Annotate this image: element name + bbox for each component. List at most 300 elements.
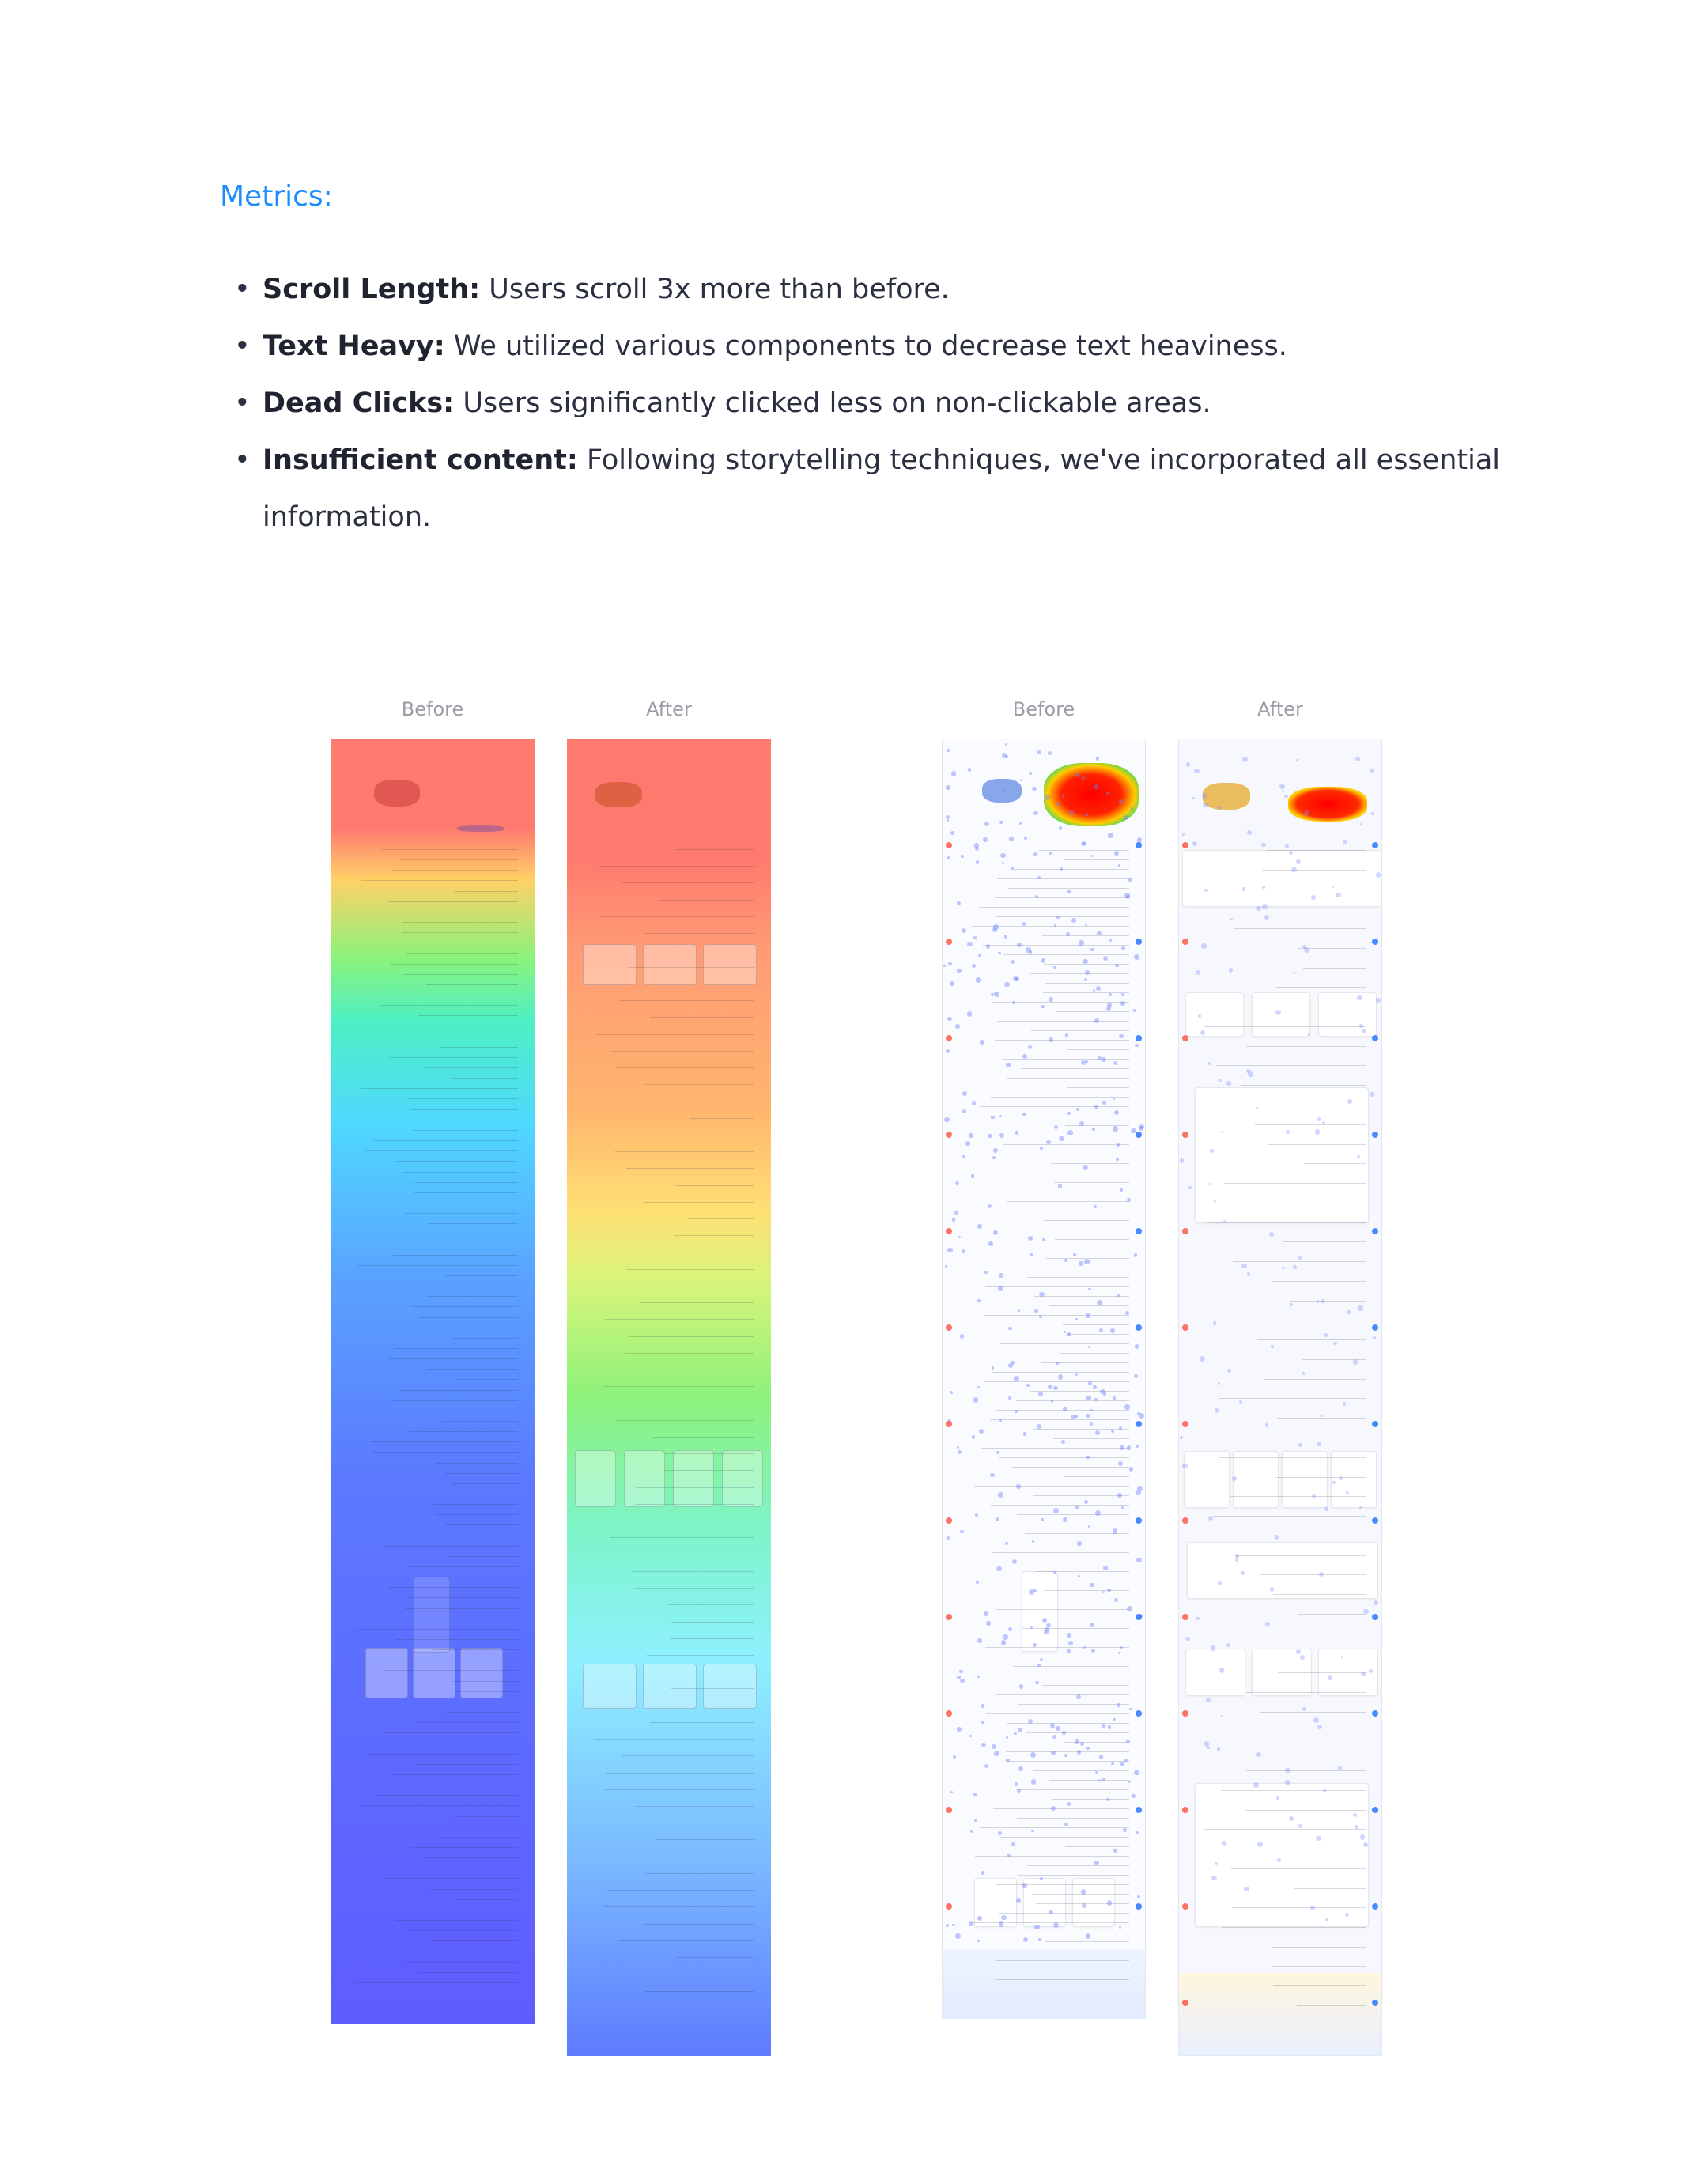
- click-dot: [1113, 1528, 1117, 1533]
- click-dot: [1090, 948, 1094, 952]
- click-dot: [1090, 1422, 1093, 1426]
- text-line: [387, 1587, 518, 1588]
- click-dot: [1075, 773, 1079, 777]
- click-dot: [1005, 1542, 1008, 1545]
- click-dot: [1095, 1430, 1100, 1435]
- click-dot: [996, 1517, 1000, 1522]
- text-line: [361, 880, 518, 881]
- text-line: [1052, 1799, 1128, 1800]
- text-line: [1000, 1837, 1128, 1838]
- click-dot: [1088, 1346, 1090, 1348]
- click-dot: [1015, 1410, 1018, 1414]
- click-dot: [1120, 1445, 1124, 1450]
- click-dot: [1102, 1591, 1105, 1593]
- text-line: [357, 1629, 519, 1630]
- text-line: [1222, 1927, 1366, 1928]
- click-dot: [1056, 1726, 1060, 1731]
- click-dot: [1075, 1739, 1079, 1744]
- scroll-marker: [946, 939, 952, 945]
- click-dot: [946, 1924, 949, 1927]
- click-dot: [1103, 1392, 1106, 1396]
- click-dot: [1370, 769, 1374, 773]
- text-line: [629, 967, 754, 968]
- text-line: [415, 1764, 518, 1765]
- click-dot: [1317, 1725, 1322, 1729]
- click-dot: [1078, 1575, 1080, 1577]
- scroll-marker: [1136, 1517, 1142, 1524]
- text-line: [615, 1420, 755, 1421]
- click-dot: [1017, 1789, 1021, 1793]
- click-dot: [981, 1704, 985, 1708]
- text-line: [410, 1109, 518, 1110]
- click-dot: [953, 1755, 956, 1759]
- click-dot: [957, 969, 961, 973]
- text-line: [1007, 1723, 1128, 1724]
- click-dot: [1120, 1762, 1125, 1766]
- click-dot: [1355, 1825, 1358, 1829]
- text-line: [389, 1057, 518, 1058]
- click-dot: [1119, 1034, 1123, 1038]
- click-dot: [1009, 837, 1014, 841]
- click-dot: [1126, 895, 1130, 899]
- click-dot: [971, 1174, 975, 1178]
- click-dot: [1109, 993, 1112, 996]
- metric-term: Text Heavy:: [263, 331, 445, 362]
- click-dot: [1088, 1525, 1090, 1528]
- text-line: [1003, 1059, 1129, 1060]
- click-dot: [1098, 1056, 1102, 1060]
- click-dot: [996, 1451, 999, 1454]
- click-dot: [1037, 750, 1041, 754]
- click-dot: [998, 1492, 1003, 1498]
- metric-item-text-heavy: [229, 318, 1510, 375]
- text-line: [671, 1688, 755, 1689]
- click-dot: [1088, 1381, 1092, 1385]
- scroll-marker: [1136, 1614, 1142, 1620]
- click-dot: [1077, 1541, 1081, 1545]
- text-line: [626, 1269, 755, 1270]
- click-dot: [1099, 1328, 1103, 1332]
- text-line: [604, 1789, 754, 1790]
- text-line: [984, 1381, 1129, 1382]
- click-dot: [1037, 1424, 1041, 1429]
- scroll-heatmap-after: [567, 739, 771, 2056]
- click-dot: [1296, 759, 1299, 762]
- click-dot: [1029, 772, 1031, 774]
- text-line: [1064, 859, 1129, 860]
- text-line: [1051, 1163, 1129, 1164]
- click-dot: [1200, 1030, 1205, 1035]
- click-dot: [986, 944, 991, 949]
- text-line: [381, 849, 518, 850]
- text-line: [997, 878, 1128, 879]
- text-line: [1026, 1732, 1129, 1733]
- scroll-marker: [1136, 1132, 1142, 1138]
- click-after-label: After: [1257, 698, 1303, 720]
- text-line: [1273, 1985, 1365, 1986]
- click-dot: [1073, 1253, 1076, 1256]
- click-dot: [959, 1670, 963, 1674]
- text-line: [1272, 1281, 1365, 1282]
- click-dot: [947, 749, 950, 752]
- card-shape: [1184, 1451, 1230, 1508]
- click-dot: [977, 1638, 982, 1643]
- scroll-marker: [1182, 1710, 1188, 1717]
- click-dot: [1269, 1232, 1274, 1237]
- click-dot: [1022, 1883, 1026, 1888]
- click-dot: [1120, 1188, 1123, 1191]
- text-line: [445, 1275, 519, 1276]
- click-dot: [1333, 1342, 1336, 1345]
- click-dot: [1011, 867, 1014, 870]
- click-dot: [1068, 1802, 1071, 1805]
- card-shape: [365, 1648, 408, 1698]
- text-line: [599, 916, 755, 917]
- click-dot: [1247, 830, 1252, 835]
- click-dot: [1343, 840, 1347, 844]
- click-dot: [1094, 1205, 1097, 1208]
- click-dot: [1023, 1937, 1028, 1942]
- click-dot: [1262, 904, 1268, 909]
- text-line: [418, 1015, 518, 1016]
- click-dot: [991, 1116, 995, 1120]
- click-dot: [950, 1791, 953, 1793]
- click-dot: [1012, 1559, 1018, 1565]
- click-dot: [1123, 1828, 1127, 1832]
- click-dot: [1008, 1396, 1011, 1400]
- scroll-marker: [946, 1228, 952, 1234]
- text-line: [1049, 1305, 1129, 1306]
- click-dot: [1006, 1736, 1008, 1739]
- click-dot: [1081, 1889, 1086, 1895]
- click-dot: [957, 1446, 959, 1449]
- click-dot: [955, 1181, 959, 1185]
- card-shape: [1195, 1783, 1369, 1927]
- text-line: [986, 1713, 1129, 1714]
- click-dot: [1118, 1652, 1120, 1654]
- click-dot: [1004, 982, 1010, 988]
- text-line: [1235, 1555, 1366, 1556]
- text-line: [376, 1795, 518, 1796]
- text-line: [429, 1889, 519, 1890]
- click-dot: [1129, 1467, 1133, 1471]
- click-dot: [1067, 1649, 1071, 1653]
- click-dot: [1194, 769, 1199, 773]
- scroll-marker: [1136, 842, 1142, 848]
- click-dot: [1040, 1147, 1043, 1150]
- click-dot: [1355, 757, 1360, 761]
- click-dot: [1117, 1294, 1120, 1297]
- text-line: [996, 1609, 1129, 1610]
- text-line: [454, 1816, 518, 1817]
- text-line: [1060, 1353, 1128, 1354]
- table-shape: [414, 1577, 450, 1653]
- click-dot: [1030, 1253, 1033, 1256]
- click-dot: [1353, 1359, 1358, 1365]
- click-dot: [1264, 915, 1269, 920]
- text-line: [606, 1773, 755, 1774]
- click-dot: [960, 1530, 964, 1534]
- click-dot: [955, 1024, 960, 1029]
- click-dot: [1053, 1922, 1059, 1928]
- metric-item-dead-clicks: [229, 375, 1510, 432]
- text-line: [1221, 1790, 1366, 1791]
- scroll-marker: [1372, 1324, 1378, 1331]
- click-dot: [979, 1429, 984, 1434]
- click-dot: [1133, 1009, 1136, 1012]
- click-dot: [1244, 1887, 1249, 1891]
- click-dot: [1038, 1938, 1041, 1941]
- click-dot: [1321, 1415, 1323, 1417]
- click-dot: [1040, 1658, 1043, 1661]
- scroll-marker: [1182, 1517, 1188, 1524]
- scroll-marker: [1136, 1807, 1142, 1813]
- text-line: [999, 1457, 1129, 1458]
- text-line: [384, 1732, 518, 1733]
- click-dot: [1029, 950, 1032, 954]
- click-dot: [957, 901, 961, 905]
- click-dot: [1094, 1861, 1098, 1865]
- click-dot: [1018, 1309, 1021, 1313]
- click-dot: [1111, 1762, 1114, 1766]
- text-line: [622, 882, 755, 883]
- text-line: [456, 1691, 518, 1692]
- click-dot: [1065, 1033, 1068, 1037]
- click-dot: [1241, 1264, 1247, 1269]
- metric-text: We utilized various components to decrease text heaviness.: [444, 331, 1287, 362]
- click-dot: [1008, 1627, 1013, 1632]
- click-dot: [1373, 1336, 1377, 1340]
- click-dot: [1042, 1618, 1047, 1623]
- click-dot: [1033, 1643, 1037, 1647]
- text-line: [395, 1161, 518, 1162]
- click-dot: [1028, 1236, 1033, 1241]
- click-dot: [1113, 1126, 1118, 1132]
- click-dot: [1095, 1510, 1101, 1516]
- click-dot: [1285, 1768, 1290, 1773]
- click-dot: [1227, 1369, 1231, 1373]
- click-dot: [1126, 1740, 1129, 1743]
- text-line: [392, 870, 518, 871]
- click-dot: [947, 1017, 951, 1021]
- text-line: [993, 1808, 1128, 1809]
- text-line: [403, 1172, 519, 1173]
- text-line: [687, 1218, 755, 1219]
- click-dot: [1363, 1609, 1368, 1614]
- click-dot: [972, 1101, 976, 1105]
- click-dot: [1120, 1001, 1125, 1006]
- click-dot: [1192, 797, 1196, 800]
- click-dot: [957, 1727, 961, 1731]
- click-dot: [1358, 1305, 1363, 1311]
- click-dot: [1200, 1356, 1205, 1362]
- click-dot: [1042, 1238, 1045, 1241]
- click-dot: [1302, 1372, 1306, 1375]
- click-dot: [1050, 1723, 1056, 1728]
- click-dot: [1001, 1640, 1006, 1645]
- click-dot: [977, 1676, 980, 1679]
- click-dot: [946, 1049, 950, 1053]
- click-dot: [984, 1764, 988, 1768]
- click-dot: [1016, 1484, 1020, 1488]
- click-dot: [1323, 1789, 1326, 1792]
- text-line: [365, 1150, 518, 1151]
- text-line: [1027, 1865, 1128, 1866]
- click-dot: [994, 992, 999, 997]
- click-dot: [1265, 1423, 1268, 1426]
- click-dot: [1136, 1445, 1139, 1448]
- click-dot: [1257, 1842, 1263, 1847]
- text-line: [1298, 1614, 1365, 1615]
- click-dot: [1347, 1310, 1351, 1313]
- click-dot: [1119, 1426, 1122, 1430]
- click-dot: [1031, 1779, 1037, 1785]
- click-dot: [1116, 1158, 1119, 1161]
- text-line: [636, 1487, 755, 1488]
- click-dot: [1008, 1327, 1011, 1330]
- text-line: [992, 1552, 1128, 1553]
- card-shape: [703, 1664, 757, 1709]
- text-line: [1230, 1496, 1365, 1497]
- card-shape: [1318, 992, 1377, 1037]
- text-line: [1032, 1894, 1129, 1895]
- text-line: [402, 922, 518, 923]
- card-shape: [643, 1664, 697, 1709]
- click-dot: [1103, 956, 1108, 961]
- text-line: [402, 932, 518, 933]
- card-shape: [1182, 850, 1381, 907]
- click-dot: [950, 1391, 953, 1394]
- scroll-marker: [946, 1614, 952, 1620]
- click-dot: [1039, 1292, 1044, 1297]
- click-dot: [1114, 851, 1118, 855]
- text-line: [635, 1806, 754, 1807]
- text-line: [981, 1448, 1128, 1449]
- metric-text: Following storytelling techniques, we've incorporated all essential information.: [263, 444, 1501, 533]
- click-dot: [1033, 852, 1037, 856]
- text-line: [1067, 1087, 1128, 1088]
- text-line: [1054, 1182, 1129, 1183]
- click-dot: [1120, 1646, 1123, 1649]
- click-dot: [1005, 743, 1007, 746]
- text-line: [996, 1694, 1129, 1695]
- card-shape: [673, 1450, 714, 1507]
- text-line: [618, 1940, 755, 1941]
- click-dot: [1315, 1129, 1321, 1135]
- text-line: [676, 849, 755, 850]
- click-dot: [1007, 1854, 1010, 1857]
- click-dot: [1090, 1623, 1094, 1627]
- text-line: [652, 1437, 754, 1438]
- click-dot: [1061, 1440, 1065, 1444]
- click-dot: [1226, 1081, 1231, 1086]
- text-line: [1017, 1818, 1128, 1819]
- card-shape: [1252, 992, 1310, 1037]
- click-dot: [954, 1211, 958, 1215]
- text-line: [393, 1255, 518, 1256]
- click-dot: [1086, 1313, 1090, 1318]
- hero-car-illustration: [982, 779, 1022, 803]
- click-dot: [1208, 1062, 1211, 1065]
- click-dot: [1095, 1771, 1098, 1774]
- text-line: [605, 1319, 754, 1320]
- click-dot: [1285, 844, 1290, 849]
- text-line: [405, 1962, 519, 1963]
- click-dot: [950, 981, 954, 986]
- click-dot: [999, 1419, 1002, 1422]
- text-line: [401, 859, 518, 860]
- scroll-after-label: After: [646, 698, 692, 720]
- text-line: [399, 1390, 518, 1391]
- text-line: [599, 866, 754, 867]
- text-line: [1003, 1144, 1128, 1145]
- text-line: [418, 1972, 519, 1973]
- text-line: [690, 1118, 754, 1119]
- metric-term: Dead Clicks:: [263, 387, 455, 419]
- text-line: [1033, 1770, 1128, 1771]
- click-dot: [1085, 1060, 1088, 1063]
- click-dot: [943, 965, 946, 967]
- click-dot: [1107, 1900, 1112, 1905]
- click-dot: [1032, 787, 1036, 791]
- text-line: [619, 1000, 754, 1001]
- click-dot: [1359, 1024, 1363, 1028]
- text-line: [426, 984, 518, 985]
- click-dot: [1218, 1581, 1222, 1585]
- scroll-marker: [1182, 1035, 1188, 1041]
- click-dot: [1128, 878, 1132, 882]
- text-line: [355, 1982, 518, 1983]
- text-line: [1036, 1571, 1128, 1572]
- text-line: [1042, 935, 1129, 936]
- click-dot: [1211, 1876, 1217, 1881]
- click-dot: [1035, 895, 1038, 898]
- click-dot: [1119, 1926, 1121, 1929]
- click-dot: [1127, 1198, 1131, 1202]
- click-dot: [1080, 1742, 1085, 1747]
- click-dot: [1338, 1766, 1342, 1770]
- click-dot: [1256, 906, 1261, 911]
- click-dot: [1213, 1321, 1216, 1324]
- scroll-marker: [1136, 1903, 1142, 1910]
- scroll-before-label: Before: [401, 698, 464, 720]
- click-dot: [962, 1249, 965, 1253]
- click-dot: [1113, 1718, 1115, 1721]
- click-dot: [960, 1679, 964, 1683]
- text-line: [409, 1431, 518, 1432]
- click-dot: [951, 771, 956, 776]
- click-dot: [1290, 1303, 1293, 1306]
- click-dot: [999, 821, 1003, 824]
- click-dot: [998, 1286, 1003, 1291]
- click-dot: [1096, 986, 1101, 991]
- click-dot: [1208, 1516, 1213, 1521]
- click-dot: [1068, 890, 1071, 893]
- click-dot: [1094, 1018, 1099, 1023]
- text-line: [1027, 1277, 1129, 1278]
- click-dot: [1006, 1063, 1011, 1067]
- text-line: [1246, 1692, 1365, 1693]
- click-dot: [1060, 867, 1064, 871]
- click-dot: [1039, 1315, 1042, 1318]
- click-dot: [1121, 993, 1124, 996]
- click-dot: [947, 1536, 949, 1539]
- click-dot: [1014, 1732, 1016, 1735]
- click-dot: [1011, 1842, 1015, 1846]
- hero-car-illustration: [595, 782, 642, 807]
- click-dot: [1094, 1105, 1098, 1109]
- click-dot: [1084, 978, 1087, 981]
